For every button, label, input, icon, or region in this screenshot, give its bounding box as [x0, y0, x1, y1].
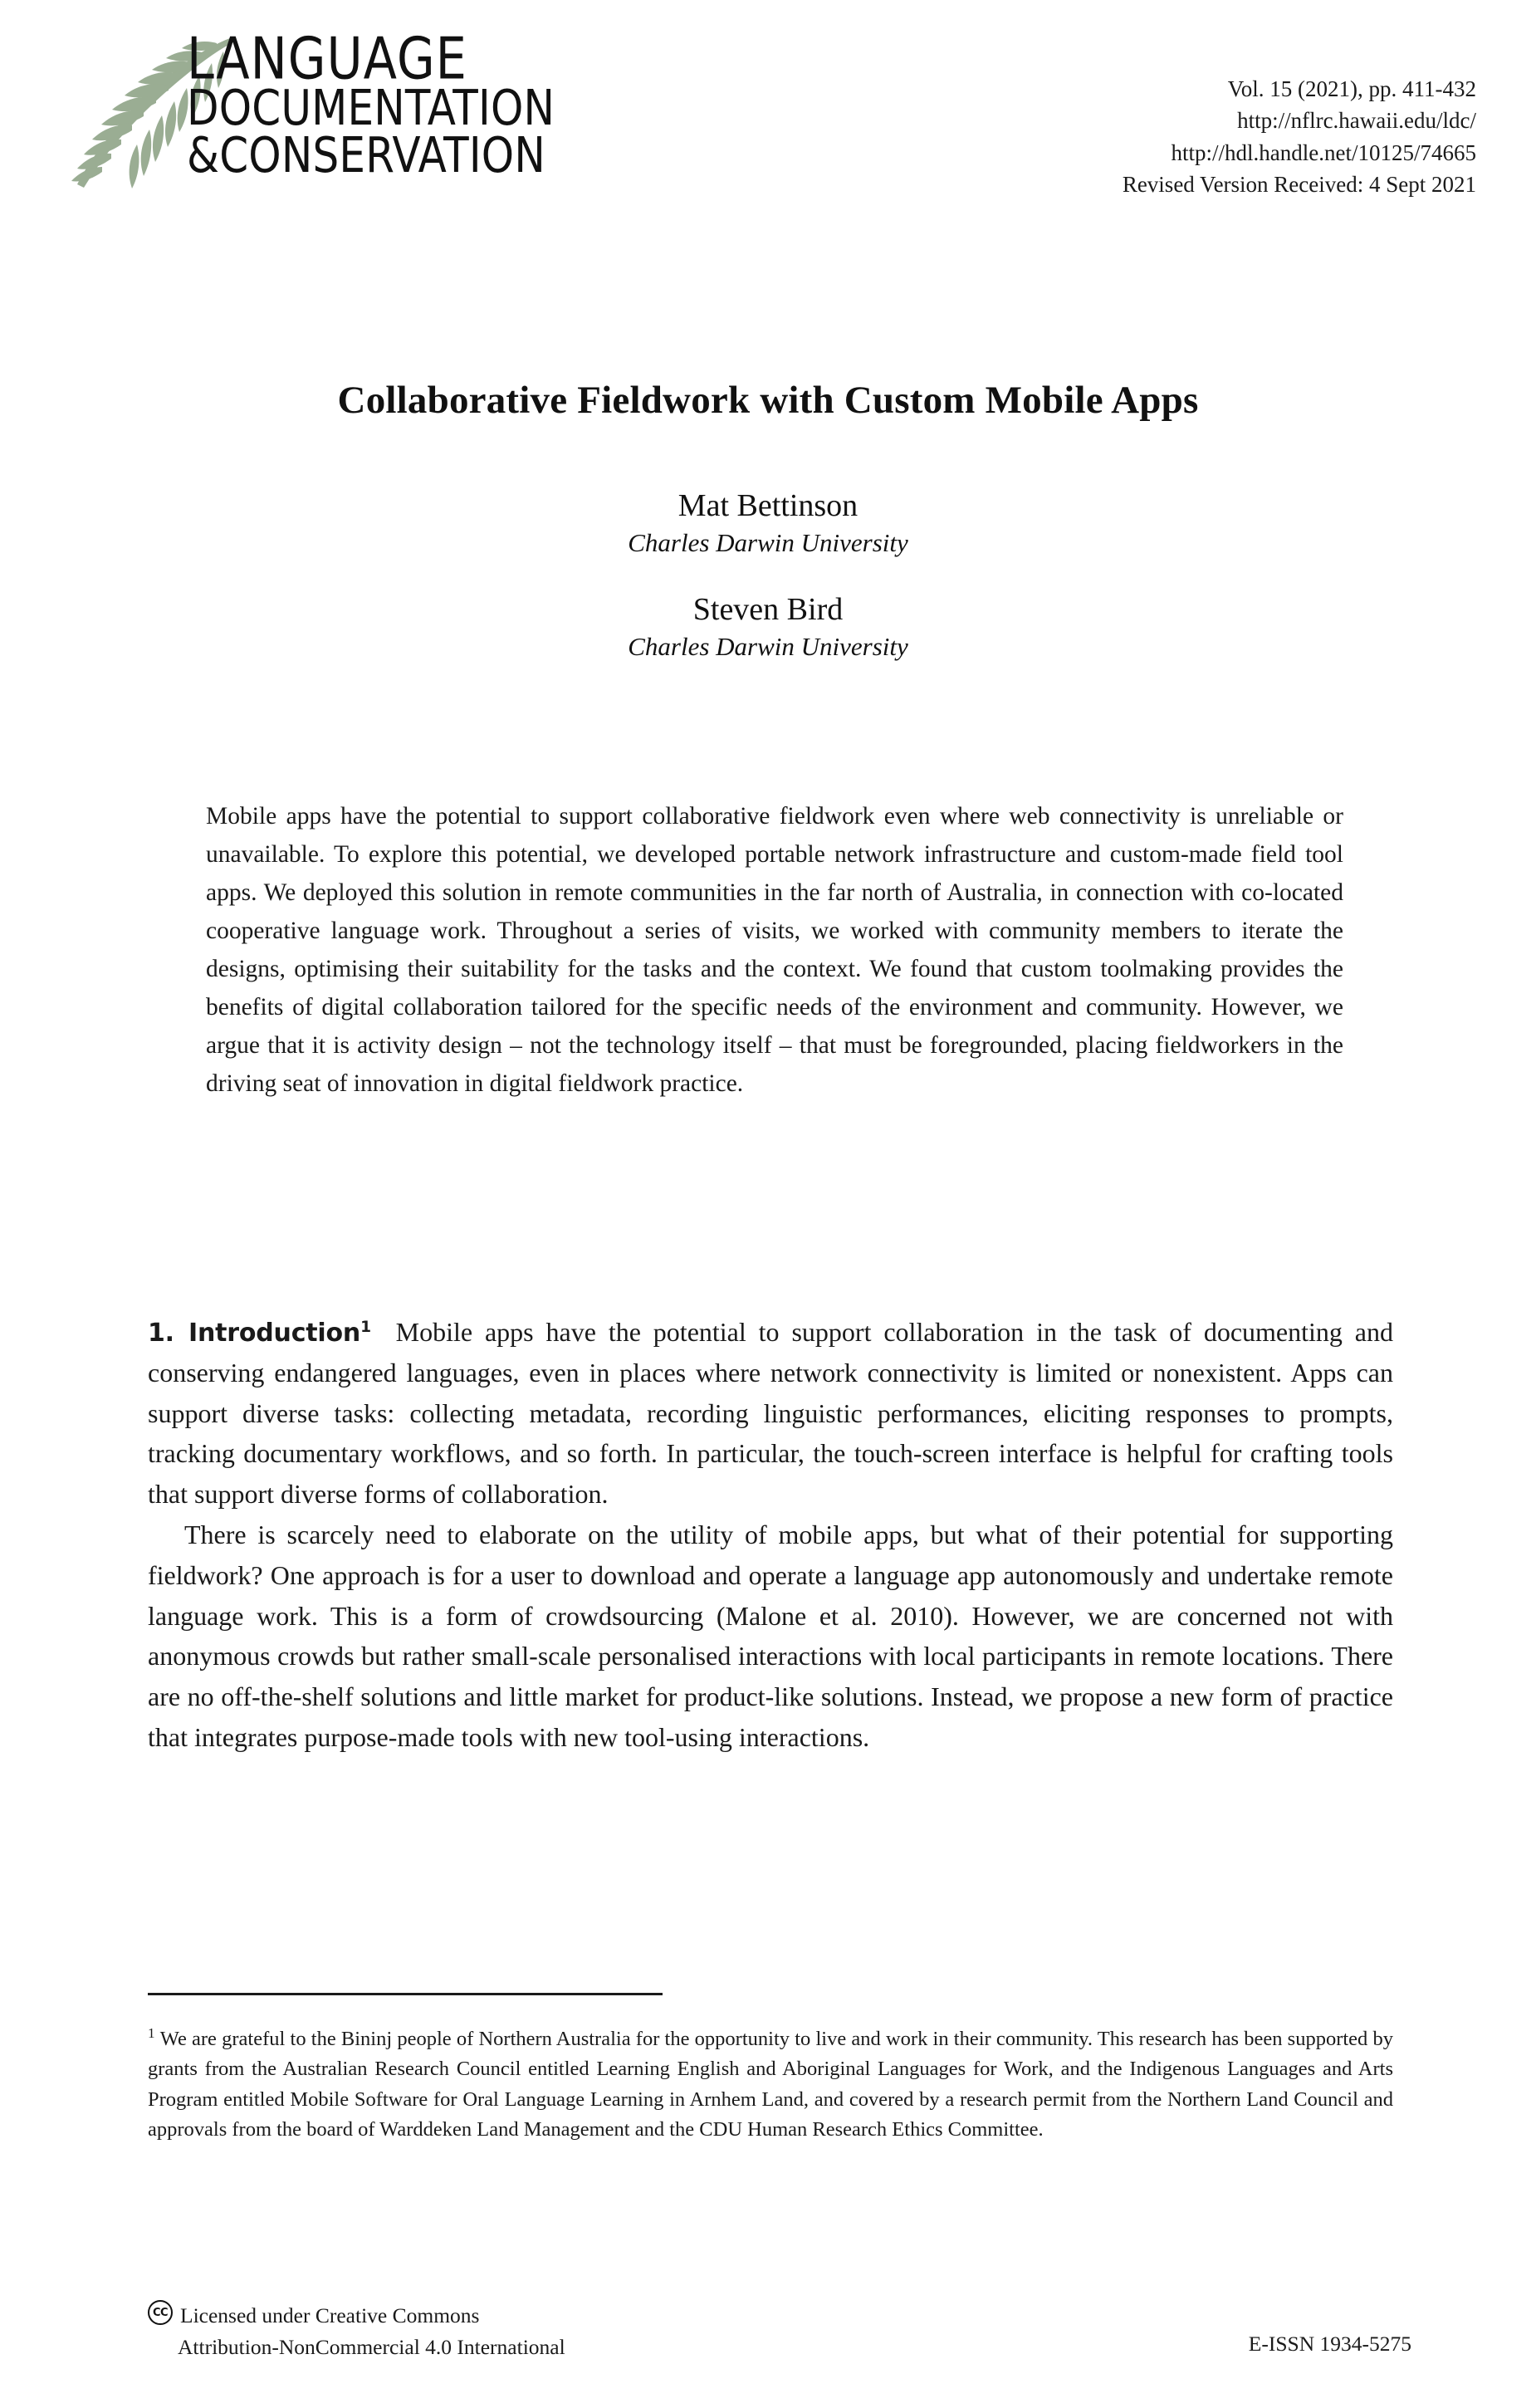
footnote-separator [148, 1993, 663, 1995]
author-entry [0, 590, 1536, 663]
journal-logo-wordmark [187, 24, 677, 184]
license-block [148, 2300, 565, 2364]
section-heading-label: 1. Introduction [148, 1319, 361, 1348]
license-line-1: Licensed under Creative Commons [180, 2303, 480, 2327]
introduction-paragraph-1 [148, 1312, 1393, 1515]
abstract-text: Mobile apps have the potential to support collaborative fieldwork even where web connectivity is unreliable or unavailable. To explore this potential, we developed portable network infrastructure and custom-made field tool apps. We deployed this solution in remote communities in the far north of Australia, in connection with co-located cooperative language work. Throughout a series of visits, we worked with community members to iterate the designs, optimising their suitability for the tasks and the context. We found that custom toolmaking provides the benefits of digital collaboration tailored for the specific needs of the environment and community. However, we argue that it is activity design – not the technology itself – that must be foregrounded, placing fieldworkers in the driving seat of innovation in digital fieldwork practice. [206, 803, 1343, 1098]
page-footer [148, 2300, 1411, 2375]
eissn-label: E-ISSN 1934-5275 [1248, 2332, 1411, 2356]
revision-date: Revised Version Received: 4 Sept 2021 [1122, 171, 1476, 197]
body-content [148, 1312, 1393, 1758]
logo-line-conservation: &CONSERVATION [187, 126, 545, 184]
page-title: Collaborative Fieldwork with Custom Mobile Apps [337, 379, 1199, 422]
author-entry [0, 486, 1536, 560]
introduction-paragraph-1-text: Mobile apps have the potential to support collaboration in the task of documenting and conserving endangered languages, even in places where network connectivity is limited or nonexistent. Apps can support diverse tasks: collecting metadata, recording linguistic performances, eliciting responses to prompts, tracking documentary workflows, and so forth. In particular, the touch-screen interface is helpful for crafting tools that support diverse forms of collaboration. [148, 1317, 1394, 1510]
footnote-marker: 1 [148, 2025, 155, 2041]
section-heading-introduction [148, 1319, 371, 1348]
author-affiliation: Charles Darwin University [628, 631, 908, 661]
volume-pages: Vol. 15 (2021), pp. 411-432 [1227, 76, 1476, 101]
journal-info-block [1123, 73, 1476, 200]
journal-logo [46, 25, 677, 191]
author-name: Steven Bird [692, 591, 844, 627]
logo-line-documentation: DOCUMENTATION [187, 79, 555, 137]
author-affiliation: Charles Darwin University [628, 527, 908, 557]
handle-url[interactable]: http://hdl.handle.net/10125/74665 [1171, 139, 1476, 165]
license-line-2: Attribution-NonCommercial 4.0 International [178, 2335, 565, 2360]
masthead [0, 25, 1536, 203]
footnote-text: We are grateful to the Bininj people of Northern Australia for the opportunity to live and work in their community. This research has been supported by grants from the Australian Research Council entitled Learning English and Aboriginal Languages for Work, and the Indigenous Languages and Arts Program entitled Mobile Software for Oral Language Learning in Arnhem Land, and covered by a research permit from the Northern Land Council and approvals from the board of Warddeken Land Management and the CDU Human Research Ethics Committee. [148, 2028, 1393, 2141]
author-name: Mat Bettinson [678, 488, 858, 523]
logo-line-language: LANGUAGE [187, 24, 467, 93]
introduction-paragraph-2: There is scarcely need to elaborate on the utility of mobile apps, but what of their potential for supporting fieldwork? One approach is for a user to download and operate a language app autonomously and undertake remote language work. This is a form of crowdsourcing (Malone et al. 2010). However, we are concerned not with anonymous crowds but rather small-scale personalised interactions with local participants in remote locations. There are no off-the-shelf solutions and little market for product-like solutions. Instead, we propose a new form of practice that integrates purpose-made tools with new tool-using interactions. [148, 1519, 1393, 1752]
journal-url[interactable]: http://nflrc.hawaii.edu/ldc/ [1237, 108, 1476, 134]
creative-commons-icon [148, 2300, 173, 2325]
author-block [0, 486, 1536, 693]
footnote-block [148, 2023, 1393, 2145]
section-footnote-marker: 1 [360, 1319, 371, 1336]
creative-commons-icon-label: CC [152, 2306, 169, 2319]
